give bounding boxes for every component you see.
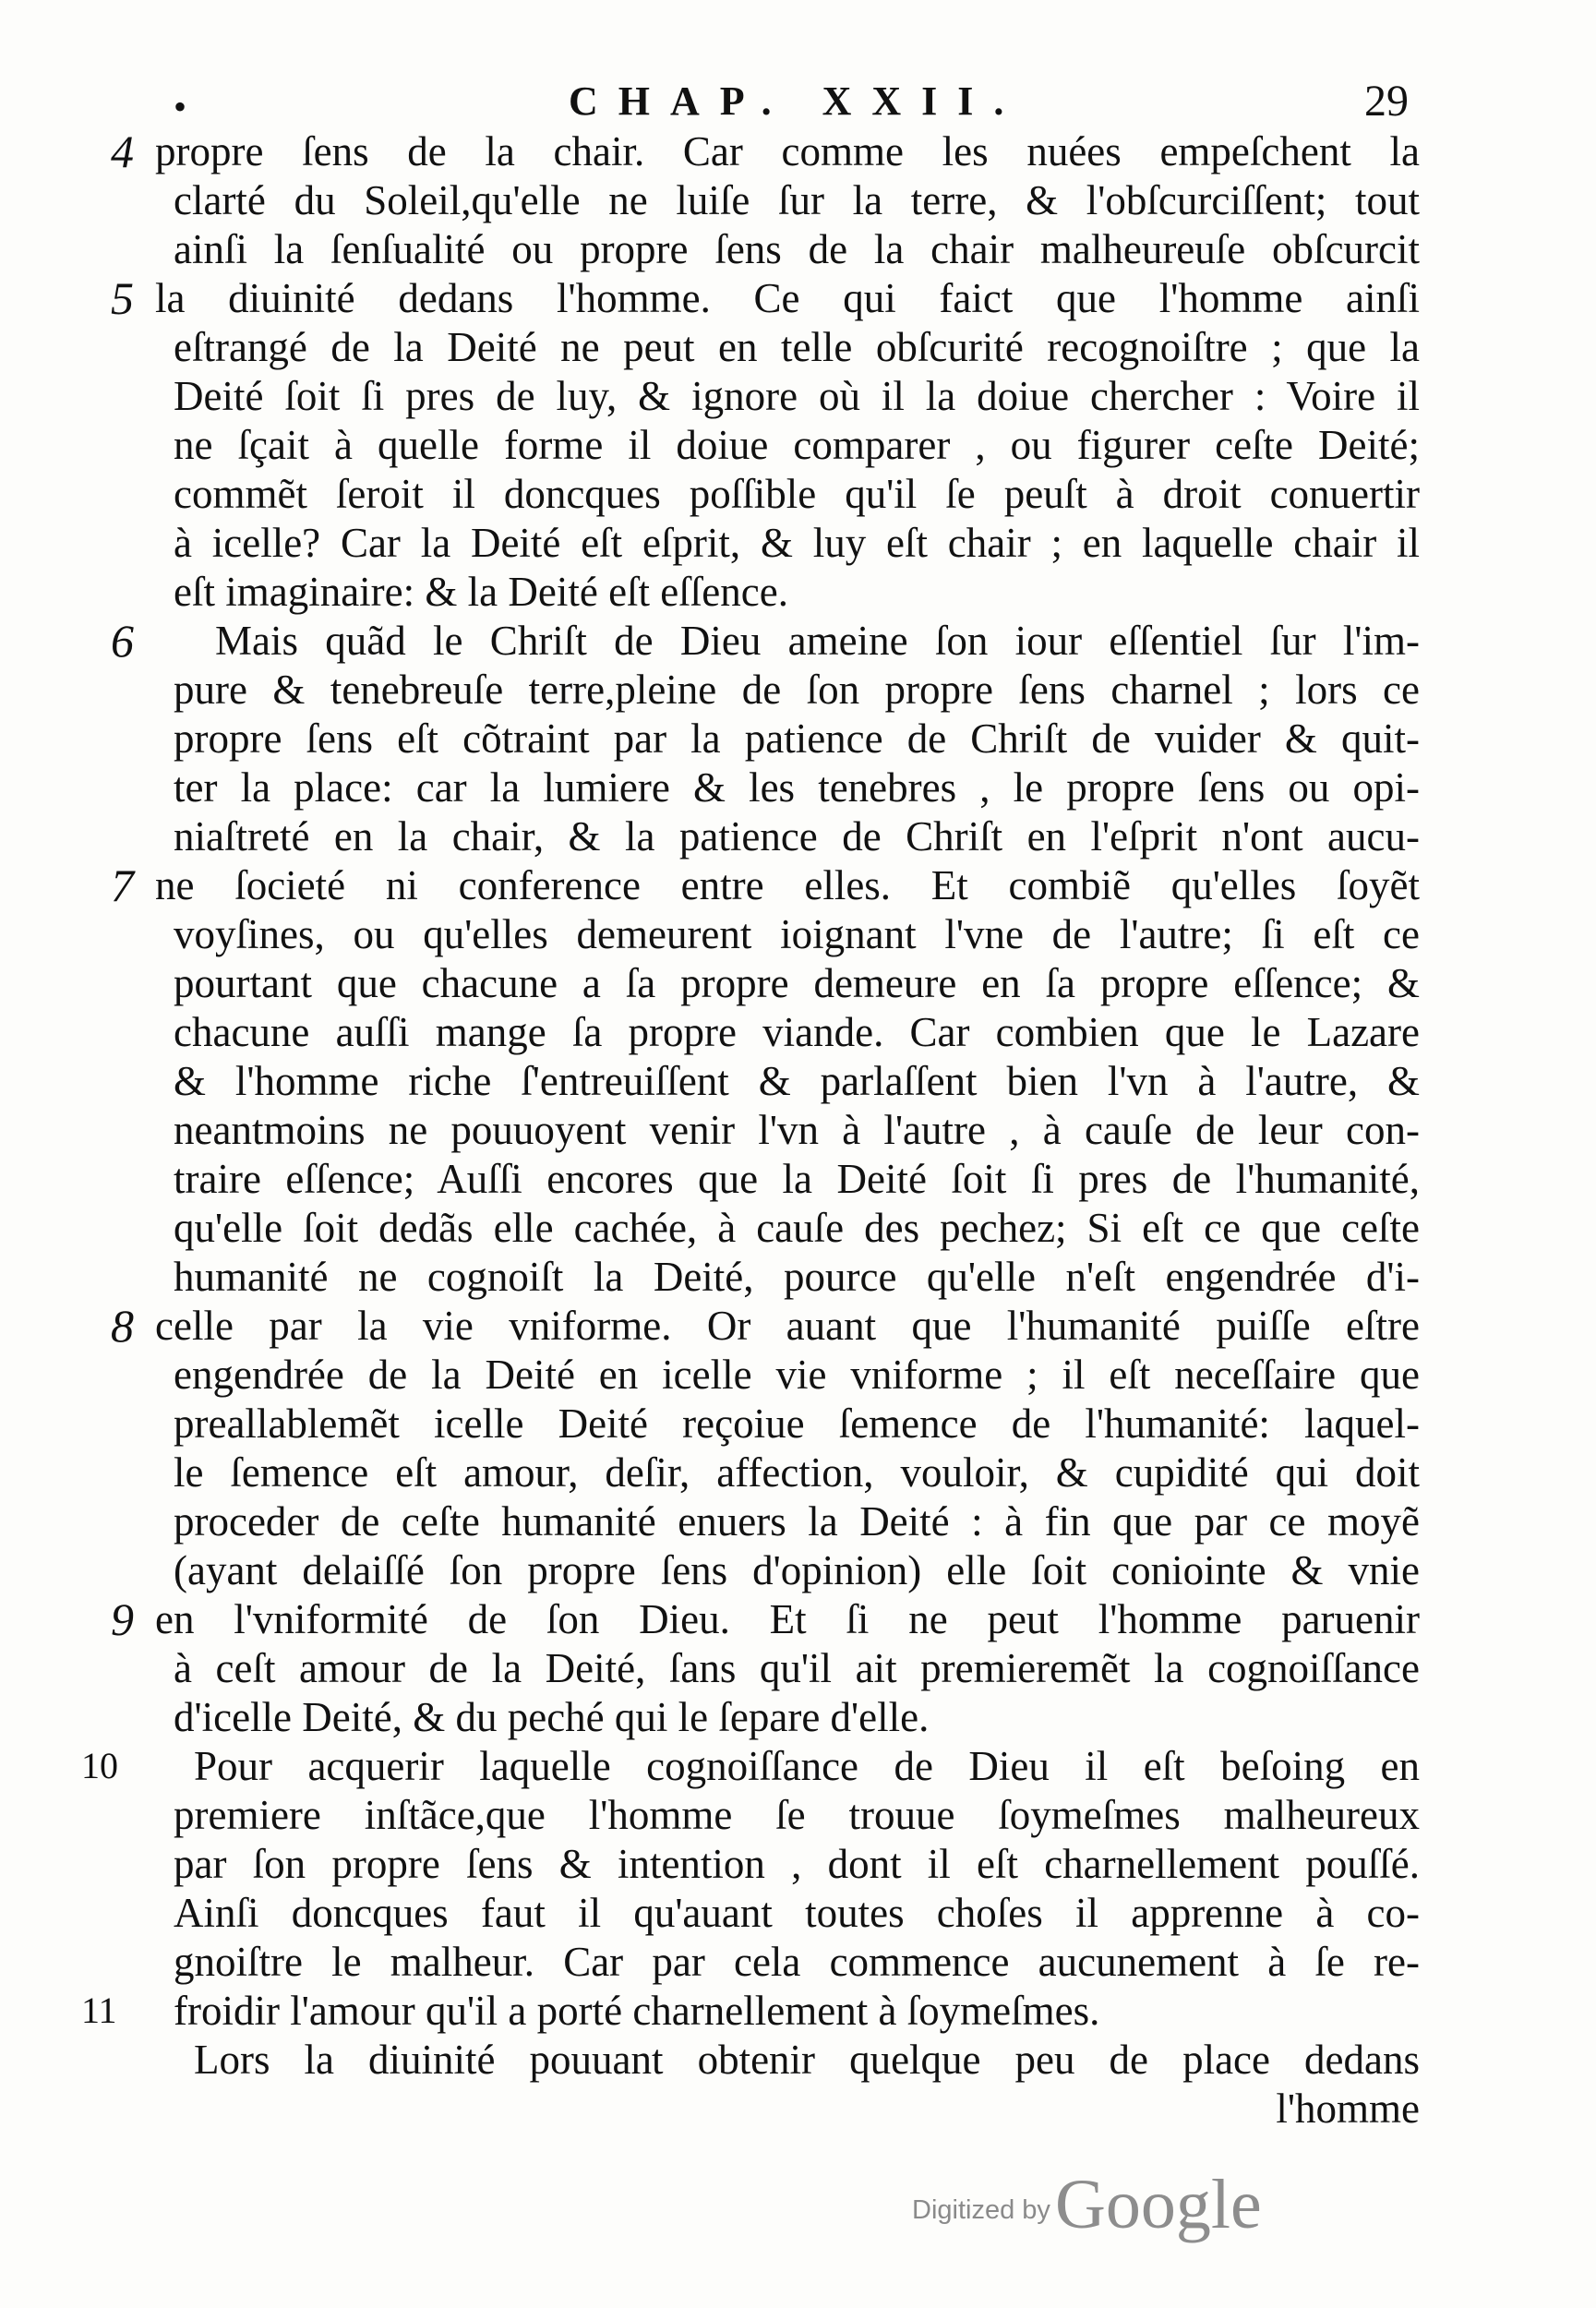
text-line: Mais quãd le Chriſt de Dieu ameine ſon iour eſſentiel ſur l'im- [215,618,1420,664]
text-line: traire eſſence; Auſſi encores que la Deité ſoit ſi pres de l'humanité, [174,1156,1420,1202]
digitization-footer [0,2166,1596,2280]
verse-number: 7 [111,859,134,911]
verse-number: 4 [111,126,134,177]
running-head: CHAP. XXII. [569,78,1025,124]
text-line: Deité ſoit ſi pres de luy, & ignore où il la doiue chercher : Voire il [174,373,1420,419]
verse-number: 9 [111,1593,134,1645]
page-header [0,76,1596,131]
text-line: celle par la vie vniforme. Or auant que l'humanité puiſſe eſtre [155,1303,1420,1349]
text-line: qu'elle ſoit dedãs elle cachée, à cauſe des pechez; Si eſt ce que ceſte [174,1205,1420,1251]
text-line: la diuinité dedans l'homme. Ce qui faict que l'homme ainſi [155,275,1420,321]
text-line: Ainſi doncques faut il qu'auant toutes choſes il apprenne à co- [174,1890,1420,1936]
text-line: ainſi la ſenſualité ou propre ſens de la chair malheureuſe obſcurcit [174,226,1420,272]
text-line: ne ſocieté ni conference entre elles. Et combiẽ qu'elles ſoyẽt [155,862,1420,908]
text-line: chacune auſſi mange ſa propre viande. Car combien que le Lazare [174,1009,1420,1055]
text-line: pourtant que chacune a ſa propre demeure en ſa propre eſſence; & [174,960,1420,1006]
text-line: Lors la diuinité pouuant obtenir quelque peu de place dedans [194,2037,1420,2083]
text-line: à icelle? Car la Deité eſt eſprit, & luy eſt chair ; en laquelle chair il [174,520,1420,566]
text-line: commẽt ſeroit il doncques poſſible qu'il ſe peuſt à droit conuertir [174,471,1420,517]
text-line: en l'vniformité de ſon Dieu. Et ſi ne peut l'homme paruenir [155,1596,1420,1642]
page-number: 29 [1364,77,1409,126]
text-line: premiere inſtãce,que l'homme ſe trouue ſoymeſmes malheureux [174,1792,1420,1838]
text-line: & l'homme riche ſ'entreuiſſent & parlaſſent bien l'vn à l'autre, & [174,1058,1420,1104]
verse-number: 6 [111,615,134,667]
catchword: l'homme [1276,2086,1420,2132]
google-logo: Google [1055,2166,1262,2243]
text-line: proceder de ceſte humanité enuers la Deité : à fin que par ce moyẽ [174,1498,1420,1545]
text-line: propre ſens de la chair. Car comme les nuées empeſchent la [155,128,1420,174]
text-line: Pour acquerir laquelle cognoiſſance de Dieu il eſt beſoing en [194,1743,1420,1789]
text-line: engendrée de la Deité en icelle vie vniforme ; il eſt neceſſaire que [174,1352,1420,1398]
text-line: par ſon propre ſens & intention , dont il eſt charnellement pouſſé. [174,1841,1420,1887]
text-line: preallablemẽt icelle Deité reçoiue ſemence de l'humanité: laquel- [174,1400,1420,1447]
text-line: gnoiſtre le malheur. Car par cela commence aucunement à ſe re- [174,1939,1420,1985]
text-line: eſtrangé de la Deité ne peut en telle obſcurité recognoiſtre ; que la [174,324,1420,370]
header-dot: • [174,86,187,127]
text-line: voyſines, ou qu'elles demeurent ioignant l'vne de l'autre; ſi eſt ce [174,911,1420,957]
verse-number: 5 [111,272,134,324]
text-line: propre ſens eſt cõtraint par la patience de Chriſt de vuider & quit- [174,715,1420,762]
digitized-by-label: Digitized by [912,2195,1050,2225]
text-line: eſt imaginaire: & la Deité eſt eſſence. [174,569,788,615]
text-line: le ſemence eſt amour, deſir, affection, vouloir, & cupidité qui doit [174,1449,1420,1496]
text-line: humanité ne cognoiſt la Deité, pource qu'elle n'eſt engendrée d'i- [174,1254,1420,1300]
verse-number: 10 [81,1745,118,1786]
text-line: ne ſçait à quelle forme il doiue comparer , ou figurer ceſte Deité; [174,422,1420,468]
verse-number: 8 [111,1300,134,1352]
text-line: (ayant delaiſſé ſon propre ſens d'opinion) elle ſoit coniointe & vnie [174,1547,1420,1593]
text-line: à ceſt amour de la Deité, ſans qu'il ait premieremẽt la cognoiſſance [174,1645,1420,1691]
text-line: ter la place: car la lumiere & les tenebres , le propre ſens ou opi- [174,764,1420,811]
text-line: pure & tenebreuſe terre,pleine de ſon propre ſens charnel ; lors ce [174,667,1420,713]
text-line: neantmoins ne pouuoyent venir l'vn à l'autre , à cauſe de leur con- [174,1107,1420,1153]
text-line: d'icelle Deité, & du peché qui le ſepare d'elle. [174,1694,930,1740]
text-line: niaſtreté en la chair, & la patience de Chriſt en l'eſprit n'ont aucu- [174,813,1420,859]
text-line: clarté du Soleil,qu'elle ne luiſe ſur la terre, & l'obſcurciſſent; tout [174,177,1420,223]
verse-number: 11 [81,1989,117,2031]
text-line: froidir l'amour qu'il a porté charnellement à ſoymeſmes. [174,1988,1100,2034]
